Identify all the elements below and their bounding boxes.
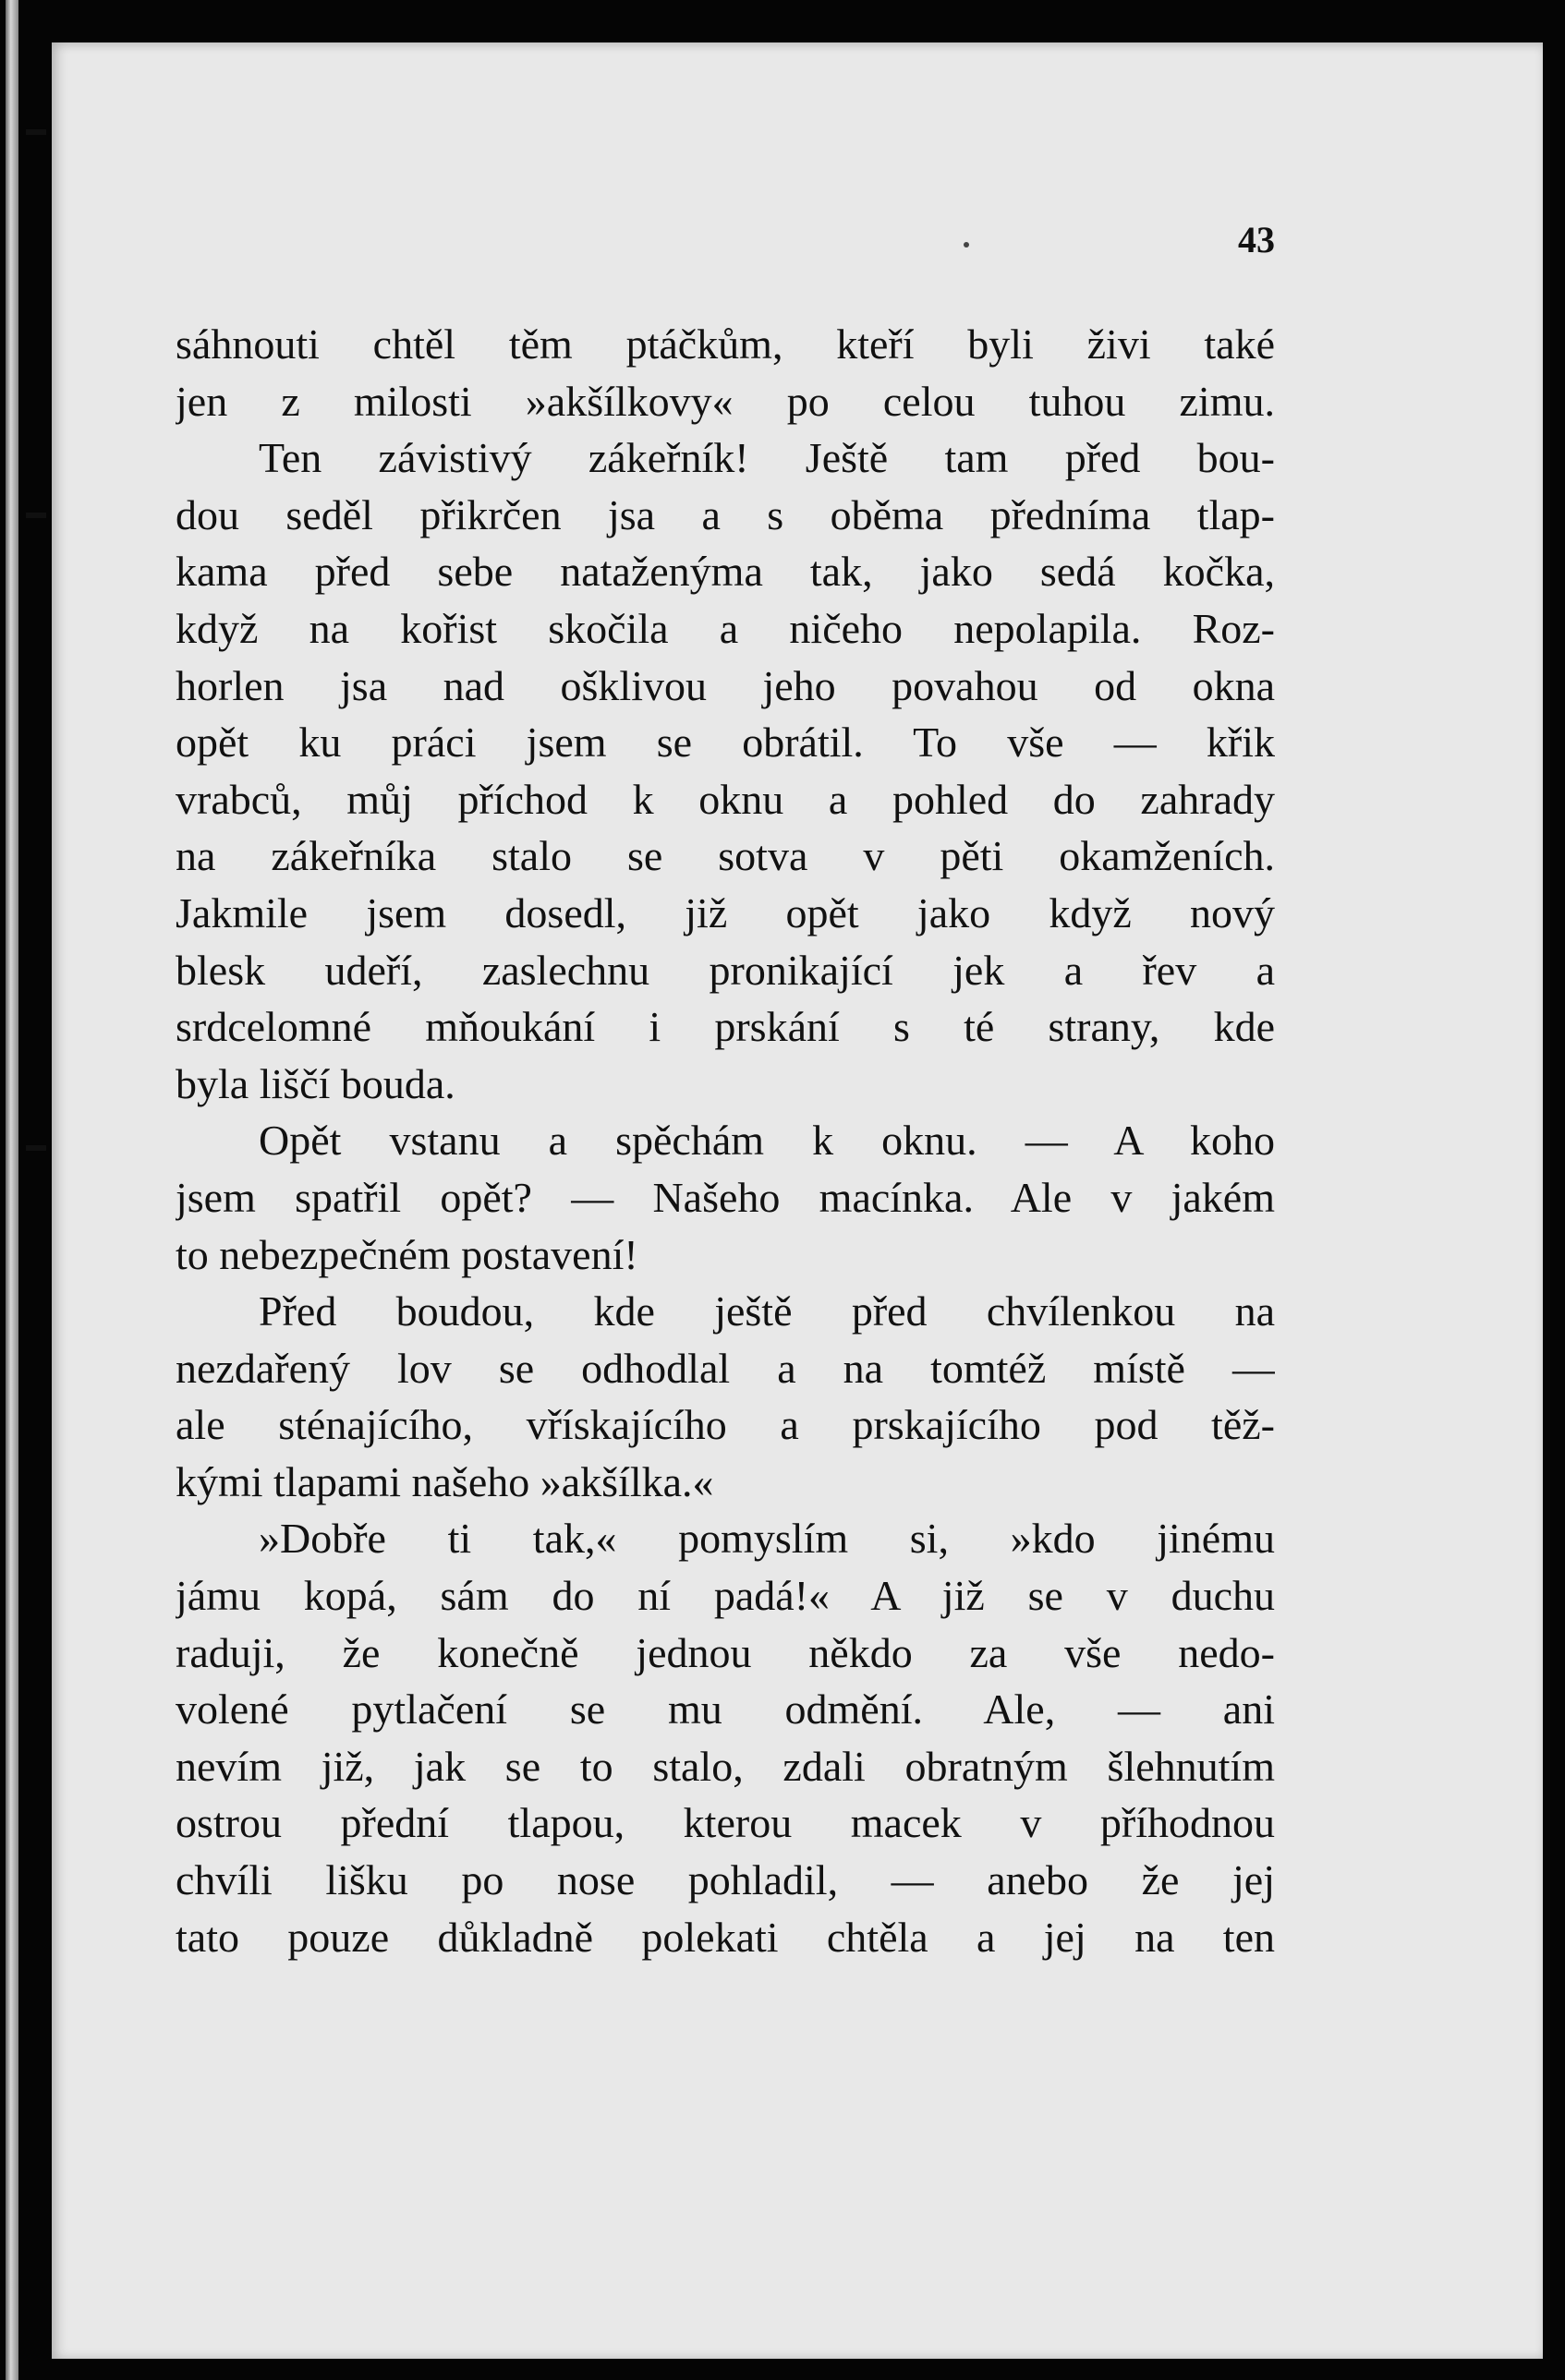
text-line: byla liščí bouda.	[176, 1059, 455, 1107]
text-line: srdcelomné mňoukání i prskání s té strany, kde	[176, 1003, 1275, 1051]
text-line: tato pouze důkladně polekati chtěla a jej na ten	[176, 1913, 1275, 1961]
text-line: horlen jsa nad ošklivou jeho povahou od okna	[176, 661, 1275, 709]
text-line: sáhnouti chtěl těm ptáčkům, kteří byli živi také	[176, 320, 1275, 368]
page-number: 43	[1238, 219, 1275, 260]
edge-mark	[26, 513, 46, 518]
text-line: raduji, že konečně jednou někdo za vše nedo-	[176, 1628, 1275, 1676]
text-line: jsem spatřil opět? — Našeho macínka. Ale v jakém	[176, 1173, 1275, 1221]
text-line: Ten závistivý zákeřník! Ještě tam před bou-	[259, 434, 1275, 482]
edge-mark	[26, 129, 46, 135]
text-line: opět ku práci jsem se obrátil. To vše — křik	[176, 719, 1275, 767]
text-line: dou seděl přikrčen jsa a s oběma předníma tlap-	[176, 490, 1275, 538]
text-line: »Dobře ti tak,« pomyslím si, »kdo jinému	[259, 1515, 1275, 1563]
text-line: Před boudou, kde ještě před chvílenkou na	[259, 1287, 1275, 1335]
text-line: nezdařený lov se odhodlal a na tomtéž místě —	[176, 1344, 1275, 1392]
text-line: nevím již, jak se to stalo, zdali obratným šlehnutím	[176, 1742, 1275, 1790]
text-line: kama před sebe nataženýma tak, jako sedá kočka,	[176, 548, 1275, 596]
text-line: to nebezpečném postavení!	[176, 1230, 638, 1278]
text-line: když na kořist skočila a ničeho nepolapila. Roz-	[176, 604, 1275, 652]
edge-mark	[26, 1145, 46, 1151]
text-line: jen z milosti »akšílkovy« po celou tuhou zimu.	[176, 377, 1275, 425]
text-line: volené pytlačení se mu odmění. Ale, — ani	[176, 1685, 1275, 1734]
text-line: vrabců, můj příchod k oknu a pohled do zahrady	[176, 775, 1275, 823]
text-line: ostrou přední tlapou, kterou macek v příhodnou	[176, 1799, 1275, 1847]
body-text	[176, 316, 1275, 1965]
text-line: Jakmile jsem dosedl, již opět jako když nový	[176, 888, 1275, 936]
text-line: jámu kopá, sám do ní padá!« A již se v duchu	[176, 1572, 1275, 1620]
text-line: blesk udeří, zaslechnu pronikající jek a řev a	[176, 946, 1275, 994]
book-spine-edge	[6, 0, 18, 2380]
text-line: kými tlapami našeho »akšílka.«	[176, 1457, 714, 1505]
text-line: chvíli lišku po nose pohladil, — anebo že jej	[176, 1856, 1275, 1904]
text-line: na zákeřníka stalo se sotva v pěti okamženích.	[176, 832, 1275, 880]
page-speck	[964, 242, 969, 248]
text-line: ale sténajícího, vřískajícího a prskajícího pod těž-	[176, 1401, 1275, 1449]
text-line: Opět vstanu a spěchám k oknu. — A koho	[259, 1117, 1275, 1165]
